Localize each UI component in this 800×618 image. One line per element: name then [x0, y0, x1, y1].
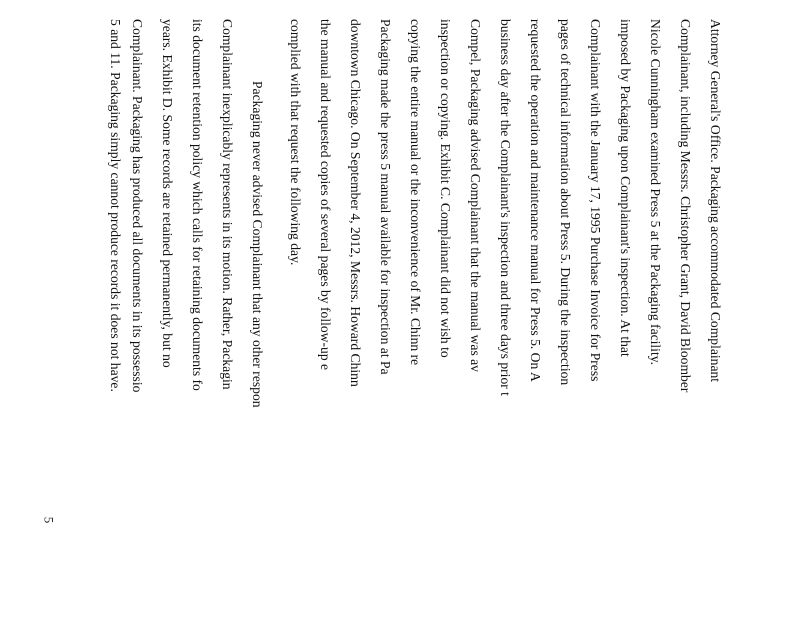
text-line: Complainant inexplicably represents in its motion. Rather, Packagin [220, 19, 235, 390]
text-line: inspection or copying. Exhibit C. Complainant did not wish to [438, 19, 453, 358]
text-line: complied with that request the following day. [288, 19, 303, 266]
text-line: downtown Chicago. On September 4, 2012, Messrs. Howard Chinn [348, 19, 363, 387]
text-line: Packaging made the press 5 manual available for inspection at Pa [378, 19, 393, 375]
document-body [105, 19, 725, 599]
text-line: business day after the Complainant's inspection and three days prior t [498, 19, 513, 396]
text-line: the manual and requested copies of several pages by follow-up e [318, 19, 333, 371]
text-line: its document retention policy which calls for retaining documents fo [190, 19, 205, 391]
text-line: pages of technical information about Press 5. During the inspection [558, 19, 573, 386]
text-line: copying the entire manual or the inconvenience of Mr. Chinn re [408, 19, 423, 366]
text-line: Attorney General's Office. Packaging accommodated Complainant [708, 19, 723, 383]
text-line: Compel, Packaging advised Complainant that the manual was av [468, 19, 483, 372]
text-line: Complainant. Packaging has produced all documents in its possessio [130, 19, 145, 393]
text-line: imposed by Packaging upon Complainant's inspection. At that [618, 19, 633, 357]
page-number: 5 [41, 516, 57, 524]
text-line: 5 and 11. Packaging simply cannot produce records it does not have. [108, 19, 123, 392]
text-line: Complainant, including Messrs. Christopher Grant, David Bloomber [678, 19, 693, 393]
text-line: Complainant with the January 17, 1995 Purchase Invoice for Press [588, 19, 603, 382]
text-line: Nicole Cunningham examined Press 5 at the Packaging facility. [648, 19, 663, 366]
text-line: Packaging never advised Complainant that any other respon [250, 81, 265, 408]
text-line: requested the operation and maintenance manual for Press 5. On A [528, 19, 543, 382]
text-line: years. Exhibit D. Some records are retained permanently, but no [160, 19, 175, 368]
